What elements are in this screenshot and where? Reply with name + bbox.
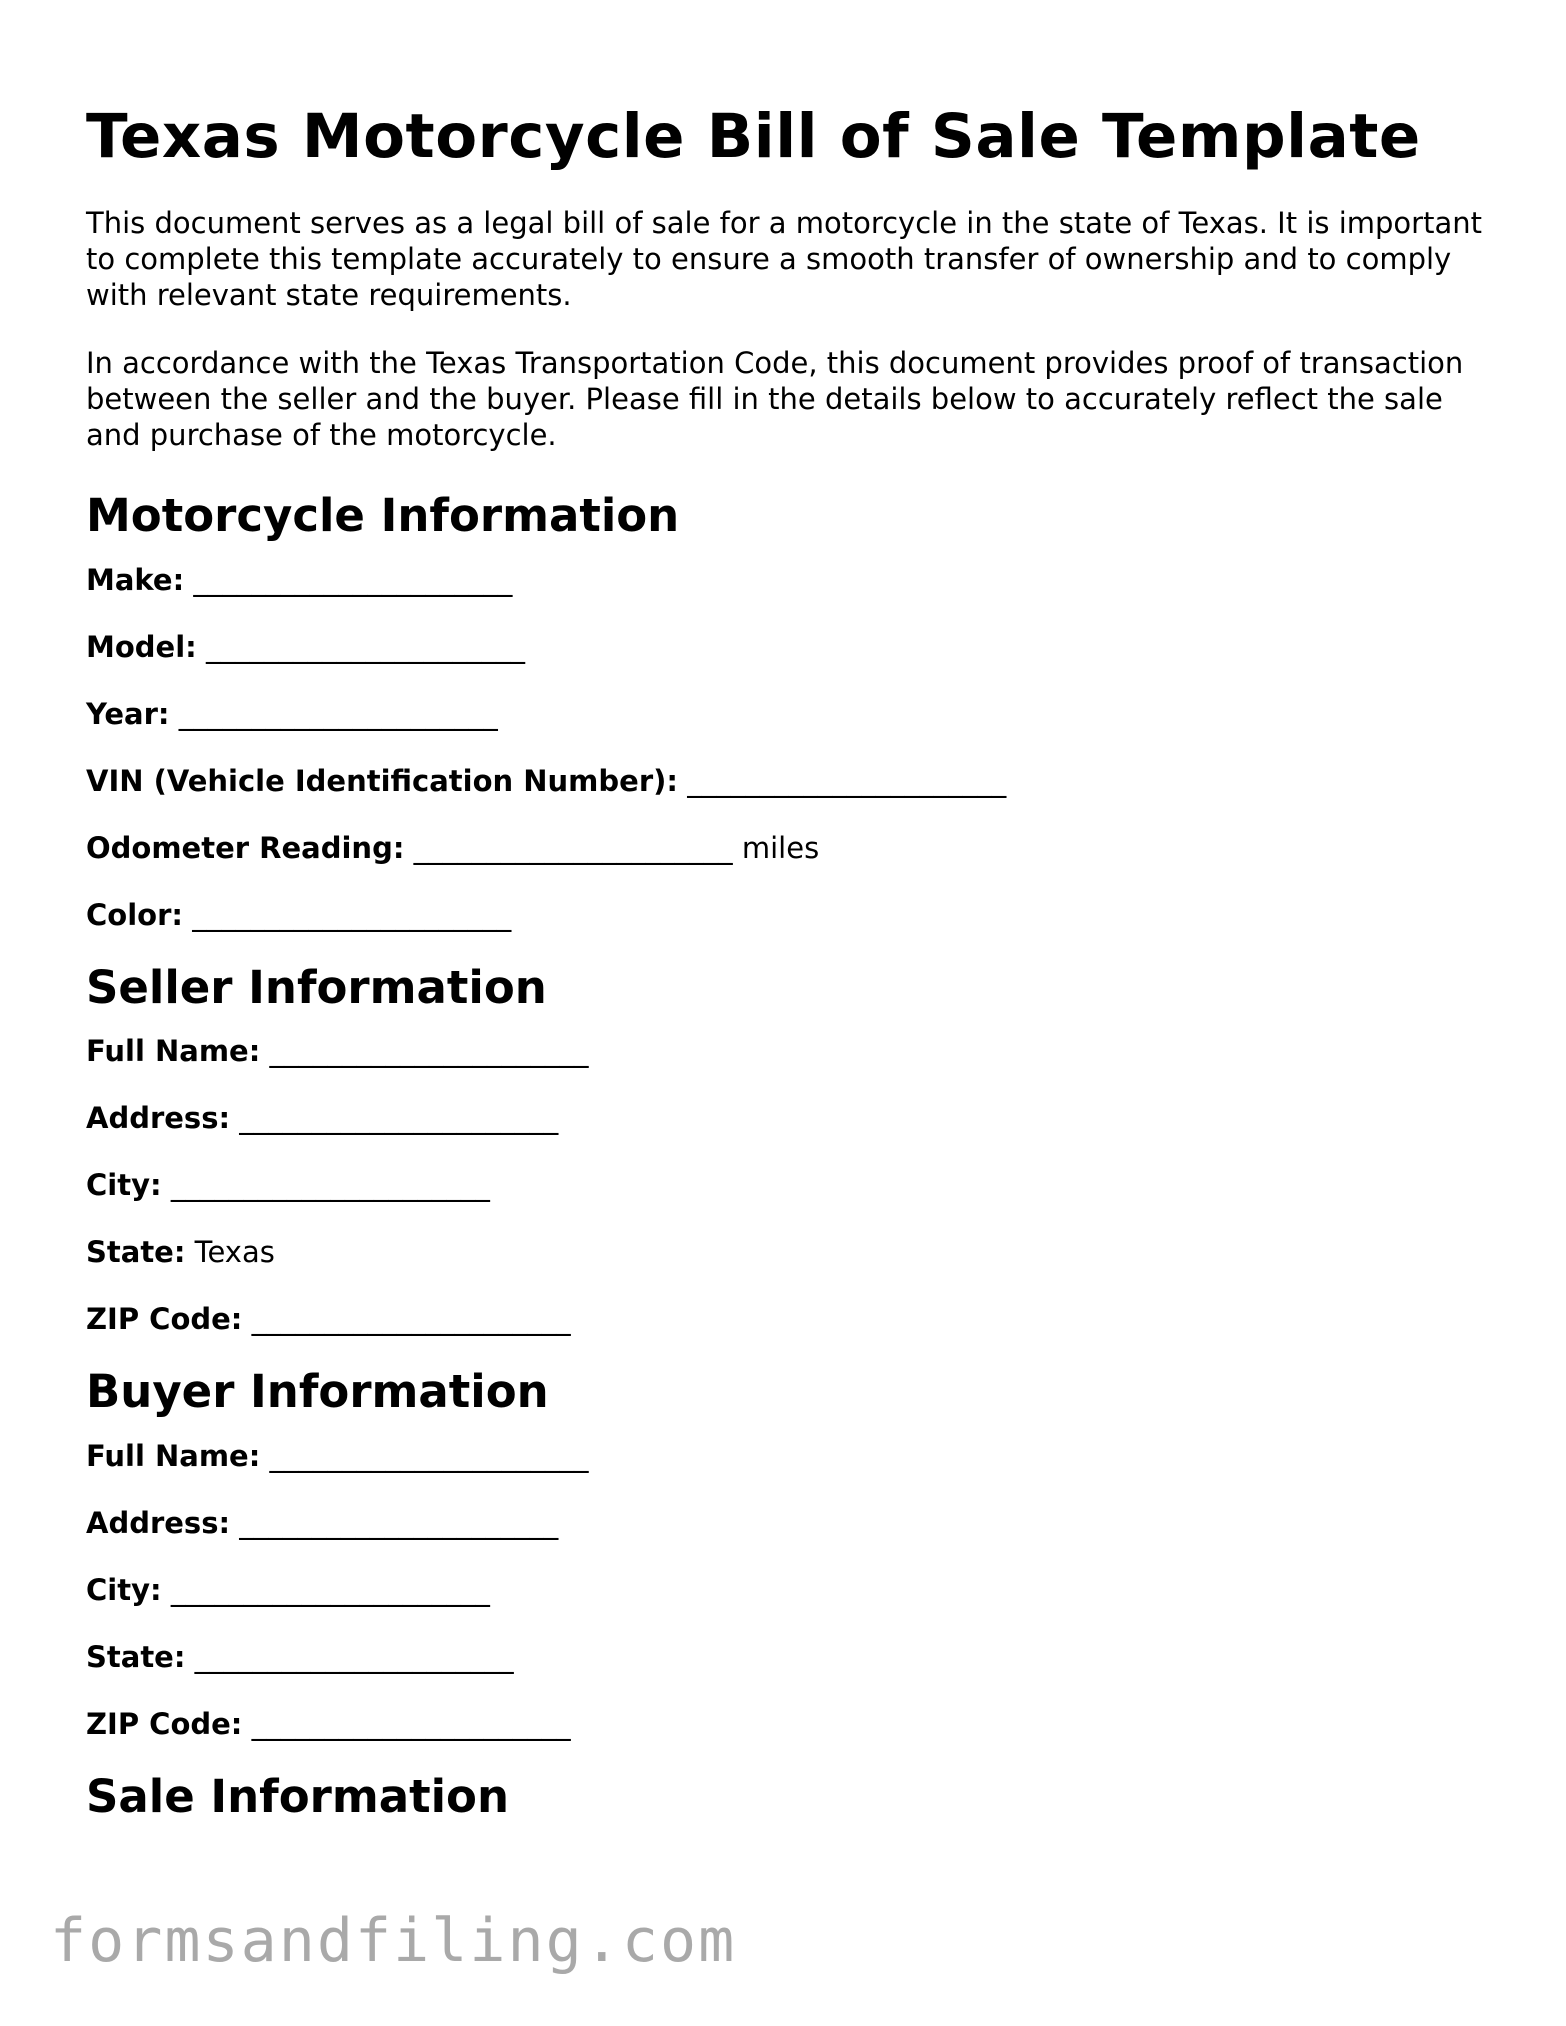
buyer-full-name-field[interactable] bbox=[86, 1437, 1486, 1475]
page-title: Texas Motorcycle Bill of Sale Template bbox=[86, 101, 1421, 172]
year-blank[interactable]: ______________________ bbox=[178, 696, 498, 731]
seller-full-name-field[interactable] bbox=[86, 1032, 1486, 1070]
document-page bbox=[86, 100, 1486, 1821]
intro-paragraph-2: In accordance with the Texas Transportation Code, this document provides proof of transaction between the seller and the buyer. Please fill in the details below to accurately reflect the sale and purchase of the motorcycle. bbox=[86, 346, 1464, 453]
odometer-field[interactable] bbox=[86, 829, 1486, 867]
buyer-address-label: Address: bbox=[86, 1505, 231, 1540]
seller-information-heading: Seller Information bbox=[86, 960, 547, 1014]
seller-full-name-label: Full Name: bbox=[86, 1034, 261, 1069]
sale-information-heading: Sale Information bbox=[86, 1769, 509, 1823]
buyer-state-field[interactable] bbox=[86, 1638, 1486, 1676]
buyer-fields bbox=[86, 1437, 1486, 1743]
model-field[interactable] bbox=[86, 628, 1486, 666]
seller-address-field[interactable] bbox=[86, 1099, 1486, 1137]
buyer-city-field[interactable] bbox=[86, 1571, 1486, 1609]
seller-city-blank[interactable]: ______________________ bbox=[170, 1168, 490, 1203]
buyer-zip-label: ZIP Code: bbox=[86, 1706, 243, 1741]
seller-state-field bbox=[86, 1233, 1486, 1271]
buyer-state-label: State: bbox=[86, 1639, 186, 1674]
motorcycle-fields bbox=[86, 561, 1486, 934]
buyer-information-heading: Buyer Information bbox=[86, 1365, 549, 1419]
buyer-address-field[interactable] bbox=[86, 1504, 1486, 1542]
make-blank[interactable]: ______________________ bbox=[193, 562, 513, 597]
odometer-blank[interactable]: ______________________ bbox=[413, 830, 733, 865]
year-label: Year: bbox=[86, 696, 170, 731]
buyer-city-blank[interactable]: ______________________ bbox=[170, 1572, 490, 1607]
motorcycle-information-heading: Motorcycle Information bbox=[86, 489, 680, 543]
color-label: Color: bbox=[86, 897, 183, 932]
intro-paragraph-1: This document serves as a legal bill of sale for a motorcycle in the state of Texas. It is important to complete this template accurately to ensure a smooth transfer of ownership and to comply with relevant state requirements. bbox=[86, 206, 1482, 313]
seller-zip-label: ZIP Code: bbox=[86, 1302, 243, 1337]
seller-zip-blank[interactable]: ______________________ bbox=[251, 1302, 571, 1337]
seller-fields bbox=[86, 1032, 1486, 1338]
make-label: Make: bbox=[86, 562, 185, 597]
buyer-address-blank[interactable]: ______________________ bbox=[239, 1505, 559, 1540]
seller-zip-field[interactable] bbox=[86, 1300, 1486, 1338]
seller-full-name-blank[interactable]: ______________________ bbox=[269, 1034, 589, 1069]
watermark-text: formsandfiling.com bbox=[50, 1906, 737, 1976]
odometer-unit: miles bbox=[741, 830, 820, 865]
odometer-label: Odometer Reading: bbox=[86, 830, 405, 865]
seller-city-field[interactable] bbox=[86, 1166, 1486, 1204]
seller-state-value: Texas bbox=[194, 1235, 275, 1270]
vin-blank[interactable]: ______________________ bbox=[687, 763, 1007, 798]
buyer-zip-field[interactable] bbox=[86, 1705, 1486, 1743]
make-field[interactable] bbox=[86, 561, 1486, 599]
model-blank[interactable]: ______________________ bbox=[205, 629, 525, 664]
seller-state-label: State: bbox=[86, 1235, 186, 1270]
seller-address-label: Address: bbox=[86, 1101, 231, 1136]
seller-address-blank[interactable]: ______________________ bbox=[239, 1101, 559, 1136]
vin-field[interactable] bbox=[86, 762, 1486, 800]
color-field[interactable] bbox=[86, 896, 1486, 934]
color-blank[interactable]: ______________________ bbox=[192, 897, 512, 932]
buyer-full-name-label: Full Name: bbox=[86, 1438, 261, 1473]
vin-label: VIN (Vehicle Identification Number): bbox=[86, 763, 678, 798]
buyer-zip-blank[interactable]: ______________________ bbox=[251, 1706, 571, 1741]
year-field[interactable] bbox=[86, 695, 1486, 733]
buyer-full-name-blank[interactable]: ______________________ bbox=[269, 1438, 589, 1473]
buyer-state-blank[interactable]: ______________________ bbox=[194, 1639, 514, 1674]
seller-city-label: City: bbox=[86, 1168, 162, 1203]
model-label: Model: bbox=[86, 629, 197, 664]
buyer-city-label: City: bbox=[86, 1572, 162, 1607]
